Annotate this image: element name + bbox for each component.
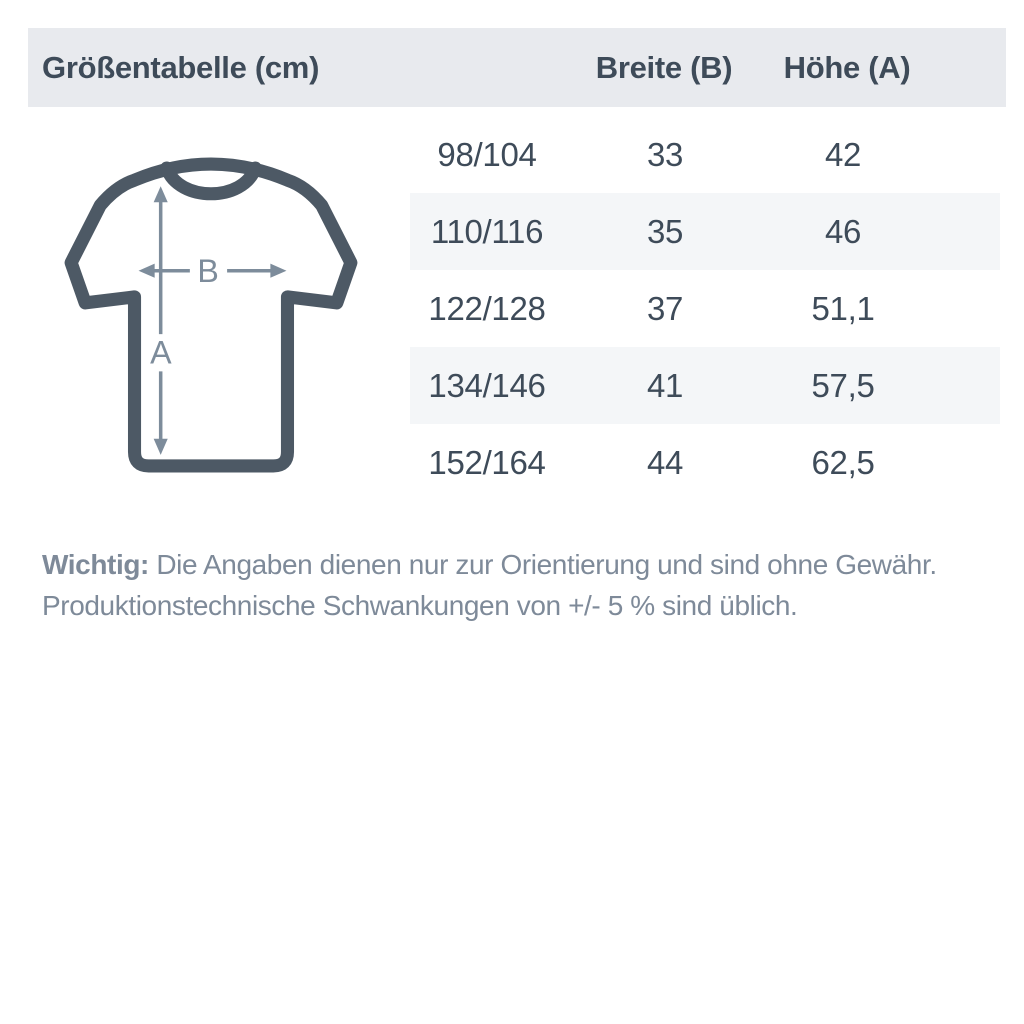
height-value: 62,5 (811, 443, 875, 481)
height-value: 57,5 (811, 366, 875, 404)
height-value: 42 (824, 135, 862, 173)
width-value: 41 (646, 366, 684, 404)
disclaimer-text-line2: Produktionstechnische Schwankungen von +/- 5 % sind üblich. (42, 590, 798, 621)
size-value: 110/116 (430, 212, 544, 250)
height-label: A (150, 334, 172, 371)
table-header-bar (28, 28, 1006, 107)
width-value: 37 (646, 289, 684, 327)
disclaimer-text-line1: Die Angaben dienen nur zur Orientierung und sind ohne Gewähr. (148, 549, 937, 580)
height-value: 51,1 (811, 289, 875, 327)
size-value: 134/146 (428, 366, 546, 404)
width-label: B (197, 252, 219, 289)
table-row (410, 347, 1000, 424)
tshirt-icon (52, 156, 370, 474)
disclaimer-note (42, 544, 972, 626)
size-value: 122/128 (428, 289, 546, 327)
tshirt-outline (71, 164, 351, 466)
width-value: 35 (646, 212, 684, 250)
disclaimer-lead: Wichtig: (42, 549, 149, 580)
tshirt-measurement-diagram (52, 156, 370, 478)
height-value: 46 (824, 212, 862, 250)
width-value: 44 (646, 443, 684, 481)
page-title: Größentabelle (cm) (42, 49, 320, 85)
table-row (410, 193, 1000, 270)
size-value: 152/164 (428, 443, 546, 481)
size-value: 98/104 (437, 135, 537, 173)
width-value: 33 (646, 135, 684, 173)
column-header-width: Breite (B) (595, 49, 733, 85)
column-header-height: Höhe (A) (783, 49, 911, 85)
